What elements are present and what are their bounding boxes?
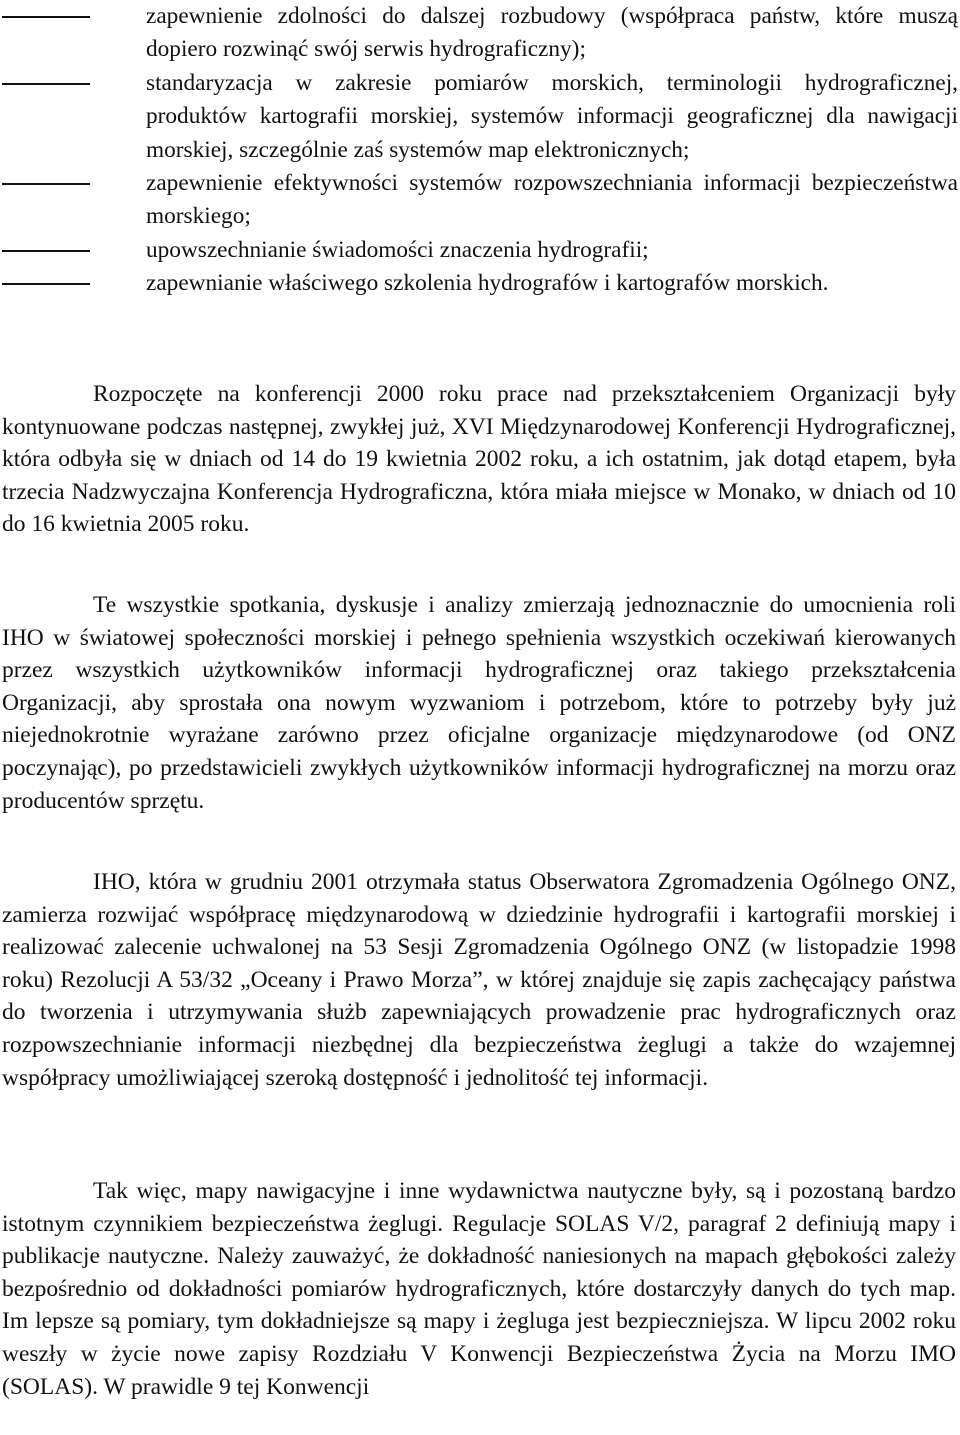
- list-item-text: upowszechnianie świadomości znaczenia hydrografii;: [146, 236, 649, 263]
- bullet-list: [0, 0, 958, 301]
- paragraph-iho-role: Te wszystkie spotkania, dyskusje i analizy zmierzają jednoznacznie do umocnienia roli IHO w światowej społeczności morskiej i pełnego spełnienia wszystkich oczekiwań kierowanych przez wszystkich użytkowników informacji hydrograficznej oraz takiego przekształcenia Organizacji, aby sprostała ona nowym wyzwaniom i potrzebom, które to potrzeby były już niejednokrotnie wyrażane zarówno przez oficjalne organizacje międzynarodowe (od ONZ poczynając), po przedstawicieli zwykłych użytkowników informacji hydrograficznej na morzu oraz producentów sprzętu.: [2, 592, 956, 814]
- list-item-text: zapewnianie właściwego szkolenia hydrografów i kartografów morskich.: [146, 270, 829, 297]
- list-item: [0, 234, 958, 267]
- list-item: [0, 167, 958, 234]
- list-item-text: zapewnienie efektywności systemów rozpowszechniania informacji bezpieczeństwa morskiego;: [146, 170, 958, 230]
- list-item-text: zapewnienie zdolności do dalszej rozbudowy (współpraca państw, które muszą dopiero rozwinąć swój serwis hydrograficzny);: [146, 3, 958, 63]
- list-item: [0, 267, 958, 300]
- list-item: [0, 0, 958, 67]
- list-item: [0, 67, 958, 167]
- paragraph-un-observer: IHO, która w grudniu 2001 otrzymała status Obserwatora Zgromadzenia Ogólnego ONZ, zamierza rozwijać współpracę międzynarodową w dziedzinie hydrografii i kartografii morskiej i realizować zalecenie uchwalonej na 53 Sesji Zgromadzenia Ogólnego ONZ (w listopadzie 1998 roku) Rezolucji A 53/32 „Oceany i Prawo Morza”, w której znajduje się zapis zachęcający państwa do tworzenia i utrzymywania służb zapewniających prowadzenie prac hydrograficznych oraz rozpowszechnianie informacji niezbędnej dla bezpieczeństwa żeglugi a także do wzajemnej współpracy umożliwiającej szeroką dostępność i jednolitość tej informacji.: [2, 869, 956, 1091]
- list-item-text: standaryzacja w zakresie pomiarów morskich, terminologii hydrograficznej, produktów kartografii morskiej, systemów informacji geograficznej dla nawigacji morskiej, szczególnie zaś systemów map elektronicznych;: [146, 69, 958, 163]
- paragraph-solas: Tak więc, mapy nawigacyjne i inne wydawnictwa nautyczne były, są i pozostaną bardzo istotnym czynnikiem bezpieczeństwa żeglugi. Regulacje SOLAS V/2, paragraf 2 definiują mapy i publikacje nautyczne. Należy zauważyć, że dokładność naniesionych na mapach głębokości zależy bezpośrednio od dokładności pomiarów hydrograficznych, które dostarczyły danych do tych map. Im lepsze są pomiary, tym dokładniejsze są mapy i żegluga jest bezpieczniejsza. W lipcu 2002 roku weszły w życie nowe zapisy Rozdziału V Konwencji Bezpieczeństwa Życia na Morzu IMO (SOLAS). W prawidle 9 tej Konwencji: [2, 1178, 956, 1400]
- paragraph-conference-history: Rozpoczęte na konferencji 2000 roku prace nad przekształceniem Organizacji były kontynuowane podczas następnej, zwykłej już, XVI Międzynarodowej Konferencji Hydrograficznej, która odbyła się w dniach od 14 do 19 kwietnia 2002 roku, a ich ostatnim, jak dotąd etapem, była trzecia Nadzwyczajna Konferencja Hydrograficzna, która miała miejsce w Monako, w dniach od 10 do 16 kwietnia 2005 roku.: [2, 381, 956, 538]
